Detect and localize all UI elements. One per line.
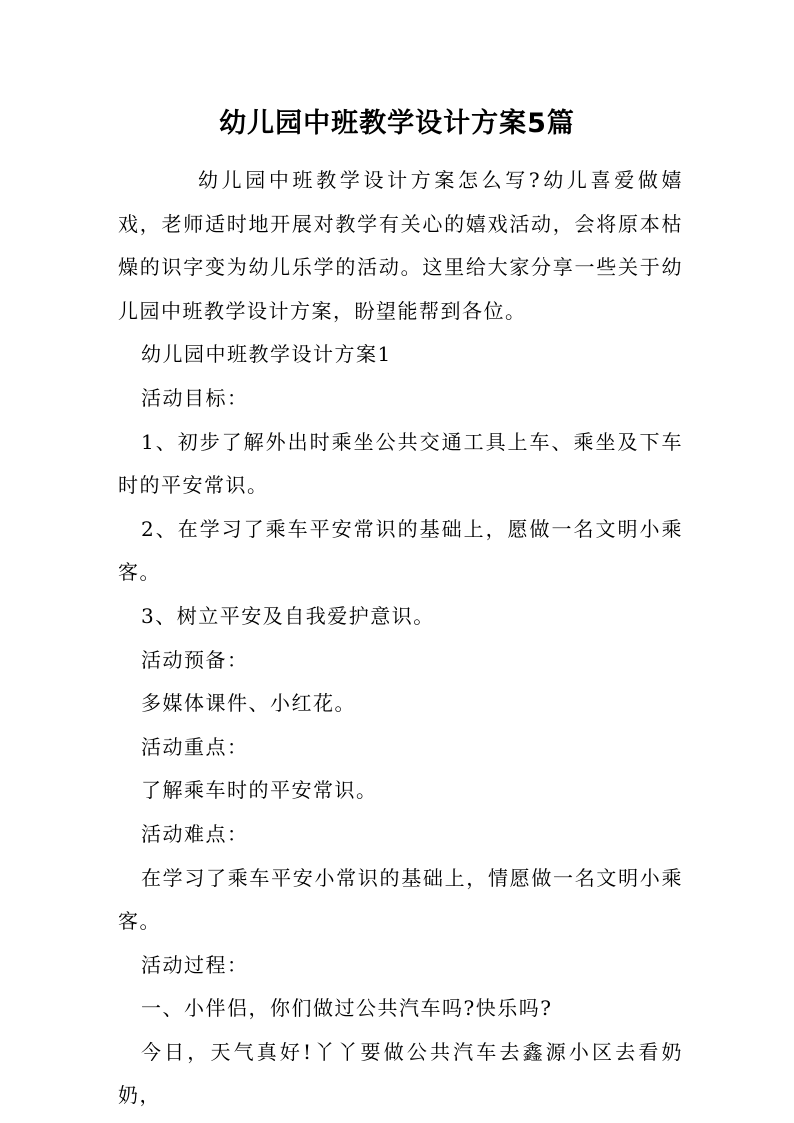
subheading-goals: 活动目标：	[141, 385, 249, 410]
section-heading: 幼儿园中班教学设计方案1	[141, 342, 392, 367]
process-text: 今日，天气真好!丫丫要做公共汽车去鑫源小区去看奶奶，	[118, 1039, 683, 1108]
subheading-process: 活动过程：	[141, 952, 249, 977]
document-title: 幼儿园中班教学设计方案5篇	[219, 108, 575, 139]
subheading-preparation: 活动预备：	[141, 647, 249, 672]
preparation-text: 多媒体课件、小红花。	[141, 691, 356, 716]
intro-paragraph: 幼儿园中班教学设计方案怎么写?幼儿喜爱做嬉戏，老师适时地开展对教学有关心的嬉戏活动，会将原本枯燥的识字变为幼儿乐学的活动。这里给大家分享一些关于幼儿园中班教学设计方案，盼望能帮到各位。	[118, 168, 683, 323]
goal-item-3: 3、树立平安及自我爱护意识。	[141, 603, 435, 628]
goal-item-2: 2、在学习了乘车平安常识的基础上，愿做一名文明小乘客。	[118, 516, 683, 585]
document-body	[118, 159, 683, 1118]
goal-item-1: 1、初步了解外出时乘坐公共交通工具上车、乘坐及下车时的平安常识。	[118, 429, 683, 498]
process-step-1: 一、小伴侣，你们做过公共汽车吗?快乐吗?	[141, 996, 553, 1021]
difficulties-text: 在学习了乘车平安小常识的基础上，情愿做一名文明小乘客。	[118, 865, 683, 934]
subheading-difficulties: 活动难点：	[141, 821, 249, 846]
key-points-text: 了解乘车时的平安常识。	[141, 778, 378, 803]
subheading-key-points: 活动重点：	[141, 734, 249, 759]
